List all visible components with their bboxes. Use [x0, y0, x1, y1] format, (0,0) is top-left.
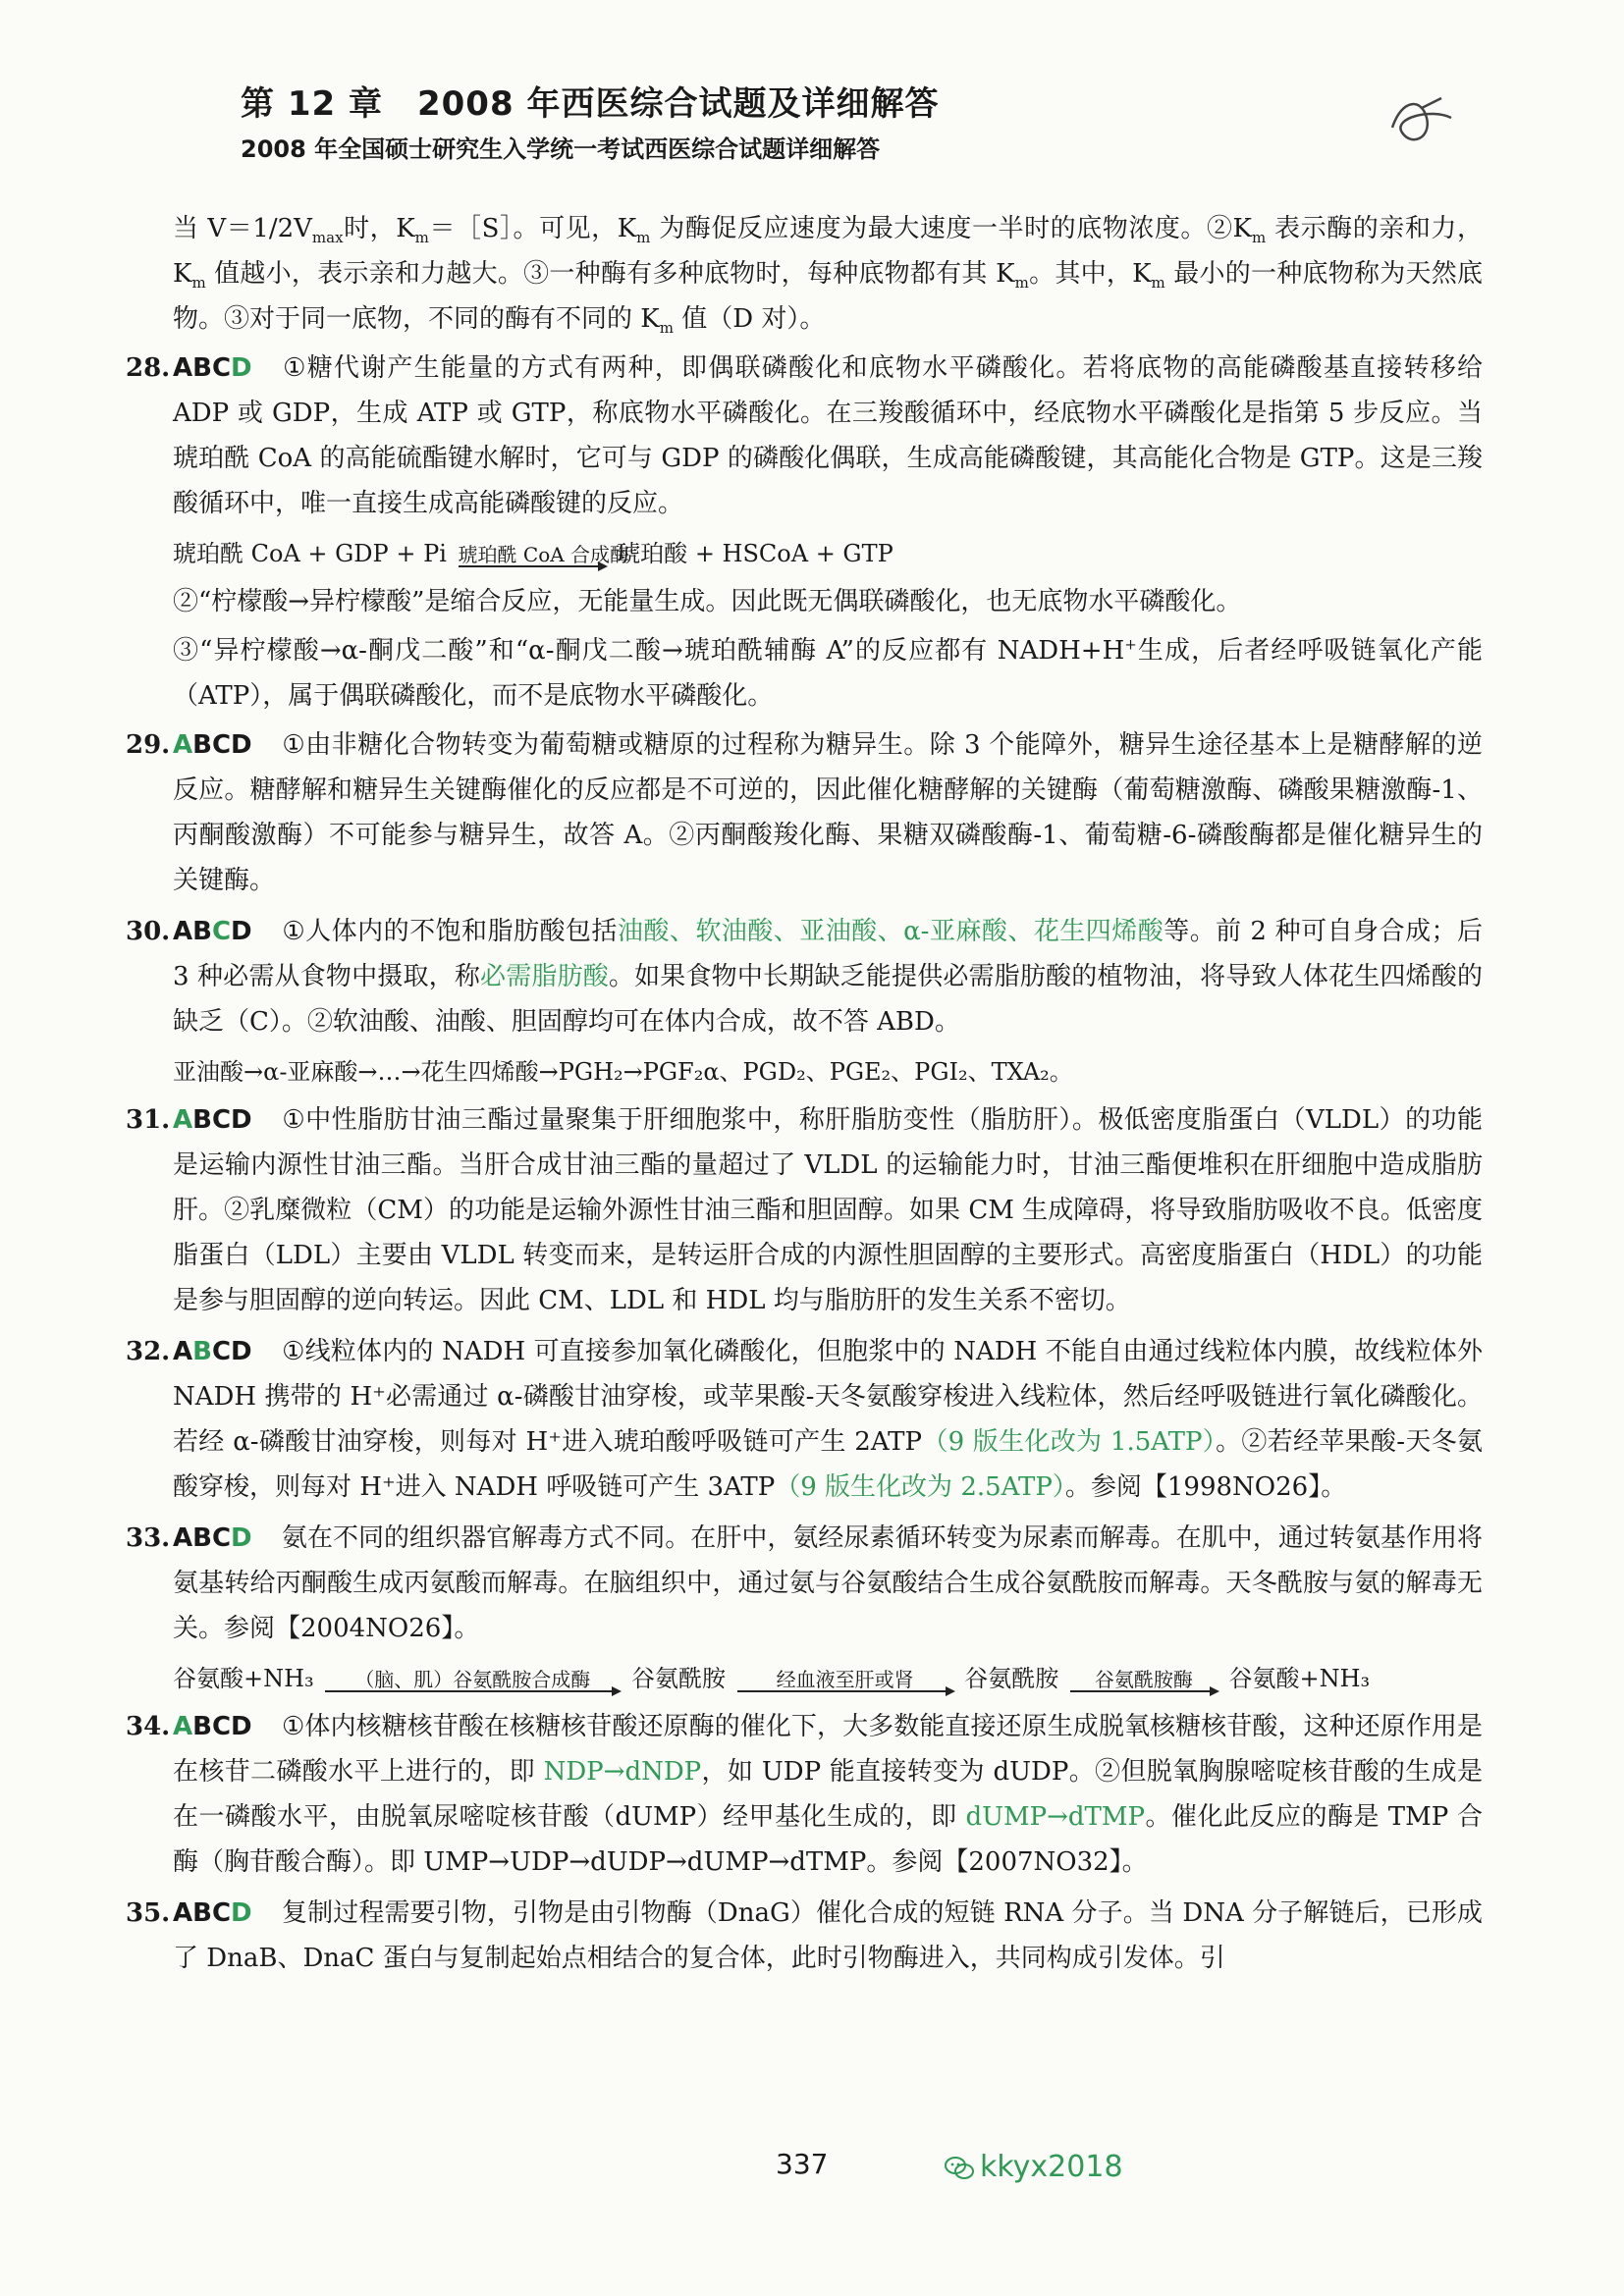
answer-options: ABCD — [173, 1712, 252, 1741]
answer-options: ABCD — [173, 1898, 252, 1928]
question-number: 28. — [126, 353, 171, 383]
explanation-text: 复制过程需要引物，引物是由引物酶（DnaG）催化合成的短链 RNA 分子。当 DNA 分子解链后，已形成了 DnaB、DnaC 蛋白与复制起始点相结合的复合体，此时引物酶进入，共同构成引发体。引 — [173, 1898, 1483, 1973]
explanation-text: ②“柠檬酸→异柠檬酸”是缩合反应，无能量生成。因此既无偶联磷酸化，也无底物水平磷酸化。 — [173, 587, 1242, 616]
page-number: 337 — [776, 2148, 829, 2180]
reaction-arrow: （脑、肌）谷氨酰胺合成酶 — [325, 1669, 620, 1692]
question-31 — [126, 1097, 1483, 1323]
reaction-equation: 琥珀酰 CoA + GDP + Pi 琥珀酰 CoA 合成酶 琥珀酸 + HSCoA + GTP — [173, 540, 893, 567]
chapter-title: 第 12 章 2008 年西医综合试题及详细解答 — [241, 84, 940, 124]
question-29 — [126, 722, 1483, 903]
question-35 — [126, 1891, 1483, 1981]
answer-options: ABCD — [173, 1523, 252, 1553]
answer-options: ABCD — [173, 917, 252, 946]
question-number: 31. — [126, 1105, 171, 1135]
answer-options: ABCD — [173, 730, 252, 760]
pen-scribble-mark-icon — [1382, 88, 1461, 157]
question-33 — [126, 1516, 1483, 1651]
explanation-text: ①中性脂肪甘油三酯过量聚集于肝细胞浆中，称肝脂肪变性（脂肪肝）。极低密度脂蛋白（VLDL）的功能是运输内源性甘油三酯。当肝合成甘油三酯的量超过了 VLDL 的运输能力时，甘油三酯便堆积在肝细胞中造成脂肪肝。②乳糜微粒（CM）的功能是运输外源性甘油三酯和胆固醇。如果 CM 生成障碍，将导致脂肪吸收不良。低密度脂蛋白（LDL）主要由 VLDL 转变而来，是转运肝合成的内源性胆固醇的主要形式。高密度脂蛋白（HDL）的功能是参与胆固醇的逆向转运。因此 CM、LDL 和 HDL 均与脂肪肝的发生关系不密切。 — [173, 1105, 1484, 1315]
answer-options: ABCD — [173, 1337, 252, 1366]
question-number: 33. — [126, 1523, 171, 1553]
explanation-text: ①由非糖化合物转变为葡萄糖或糖原的过程称为糖异生。除 3 个能障外，糖异生途径基本上是糖酵解的逆反应。糖酵解和糖异生关键酶催化的反应都是不可逆的，因此催化糖酵解的关键酶（葡萄糖激酶、磷酸果糖激酶-1、丙酮酸激酶）不可能参与糖异生，故答 A。②丙酮酸羧化酶、果糖双磷酸酶-1、葡萄糖-6-磷酸酶都是催化糖异生的关键酶。 — [173, 730, 1483, 895]
reaction-arrow: 谷氨酰胺酶 — [1070, 1669, 1218, 1692]
question-number: 34. — [126, 1712, 171, 1741]
question-number: 30. — [126, 917, 171, 946]
answer-options: ABCD — [173, 353, 252, 383]
question-28 — [126, 346, 1483, 526]
question-number: 29. — [126, 730, 171, 760]
question-number: 32. — [126, 1337, 171, 1366]
question-34: 34. ABCD ①体内核糖核苷酸在核糖核苷酸还原酶的催化下，大多数能直接还原生成脱氧核糖核苷酸，这种还原作用是在核苷二磷酸水平上进行的，即 NDP→dNDP，如 UDP 能直接转变为 dUDP。②但脱氧胸腺嘧啶核苷酸的生成是在一磷酸水平，由脱氧尿嘧啶核苷酸（dUMP）经甲基化生成的，即 dUMP→dTMP。催化此反应的酶是 TMP 合酶（胸苷酸合酶）。即 UMP→UDP→dUDP→dUMP→dTMP。参阅【2007NO32】。 — [126, 1704, 1483, 1885]
explanation-text: 氨在不同的组织器官解毒方式不同。在肝中，氨经尿素循环转变为尿素而解毒。在肌中，通过转氨基作用将氨基转给丙酮酸生成丙氨酸而解毒。在脑组织中，通过氨与谷氨酸结合生成谷氨酰胺而解毒。天冬酰胺与氨的解毒无关。参阅【2004NO26】。 — [173, 1523, 1483, 1643]
explanation-text: ③“异柠檬酸→α-酮戊二酸”和“α-酮戊二酸→琥珀酰辅酶 A”的反应都有 NADH+H+生成，后者经呼吸链氧化产能（ATP），属于偶联磷酸化，而不是底物水平磷酸化。 — [173, 635, 1483, 711]
reaction-arrow: 经血液至肝或肾 — [737, 1669, 953, 1692]
question-30: 30. ABCD ①人体内的不饱和脂肪酸包括油酸、软油酸、亚油酸、α-亚麻酸、花生四烯酸等。前 2 种可自身合成；后 3 种必需从食物中摄取，称必需脂肪酸。如果食物中长期缺乏能提供必需脂肪酸的植物油，将导致人体花生四烯酸的缺乏（C）。②软油酸、油酸、胆固醇均可在体内合成，故不答 ABD。 — [126, 909, 1483, 1044]
wechat-icon — [945, 2156, 974, 2181]
answer-options: ABCD — [173, 1105, 252, 1135]
answer-body — [126, 206, 1483, 1987]
pathway-equation: 亚油酸→α-亚麻酸→…→花生四烯酸→PGH₂→PGF₂α、PGD₂、PGE₂、PGI₂、TXA₂。 — [173, 1058, 1073, 1086]
watermark: kkyx2018 — [945, 2150, 1123, 2184]
question-32: 32. ABCD ①线粒体内的 NADH 可直接参加氧化磷酸化，但胞浆中的 NADH 不能自由通过线粒体内膜，故线粒体外 NADH 携带的 H⁺必需通过 α-磷酸甘油穿梭，或苹果酸-天冬氨酸穿梭进入线粒体，然后经呼吸链进行氧化磷酸化。若经 α-磷酸甘油穿梭，则每对 H⁺进入琥珀酸呼吸链可产生 2ATP（9 版生化改为 1.5ATP）。②若经苹果酸-天冬氨酸穿梭，则每对 H⁺进入 NADH 呼吸链可产生 3ATP（9 版生化改为 2.5ATP）。参阅【1998NO26】。 — [126, 1329, 1483, 1510]
reaction-equation: 谷氨酸+NH₃ （脑、肌）谷氨酰胺合成酶 谷氨酰胺 经血液至肝或肾 谷氨酰胺 谷氨酰胺酶 谷氨酸+NH₃ — [173, 1665, 1371, 1692]
reaction-arrow: 琥珀酰 CoA 合成酶 — [458, 542, 630, 566]
explanation-text: ①糖代谢产生能量的方式有两种，即偶联磷酸化和底物水平磷酸化。若将底物的高能磷酸基直接转移给 ADP 或 GDP，生成 ATP 或 GTP，称底物水平磷酸化。在三羧酸循环中，经底物水平磷酸化是指第 5 步反应。当琥珀酰 CoA 的高能硫酯键水解时，它可与 GDP 的磷酸化偶联，生成高能磷酸键，其高能化合物是 GTP。这是三羧酸循环中，唯一直接生成高能磷酸键的反应。 — [173, 353, 1484, 518]
page-subtitle: 2008 年全国硕士研究生入学统一考试西医综合试题详细解答 — [241, 135, 881, 163]
question-number: 35. — [126, 1898, 171, 1928]
intro-paragraph: 当 $V=1/2V_{max}$时，$K_m=[S]$。可见，$K_m$ 为酶促反应速度为最大速度一半时的底物浓度。$②K_m$ 表示酶的亲和力，$K_m$ 值越小，表示亲和力越大。③一种酶有多种底物时，每种底物都有其 $K_m$。其中，$K_m$ 最小的一种底物称为天然底物。③对于同一底物，不同的酶有不同的 $K_m$ 值（D 对）。 — [173, 214, 1483, 338]
